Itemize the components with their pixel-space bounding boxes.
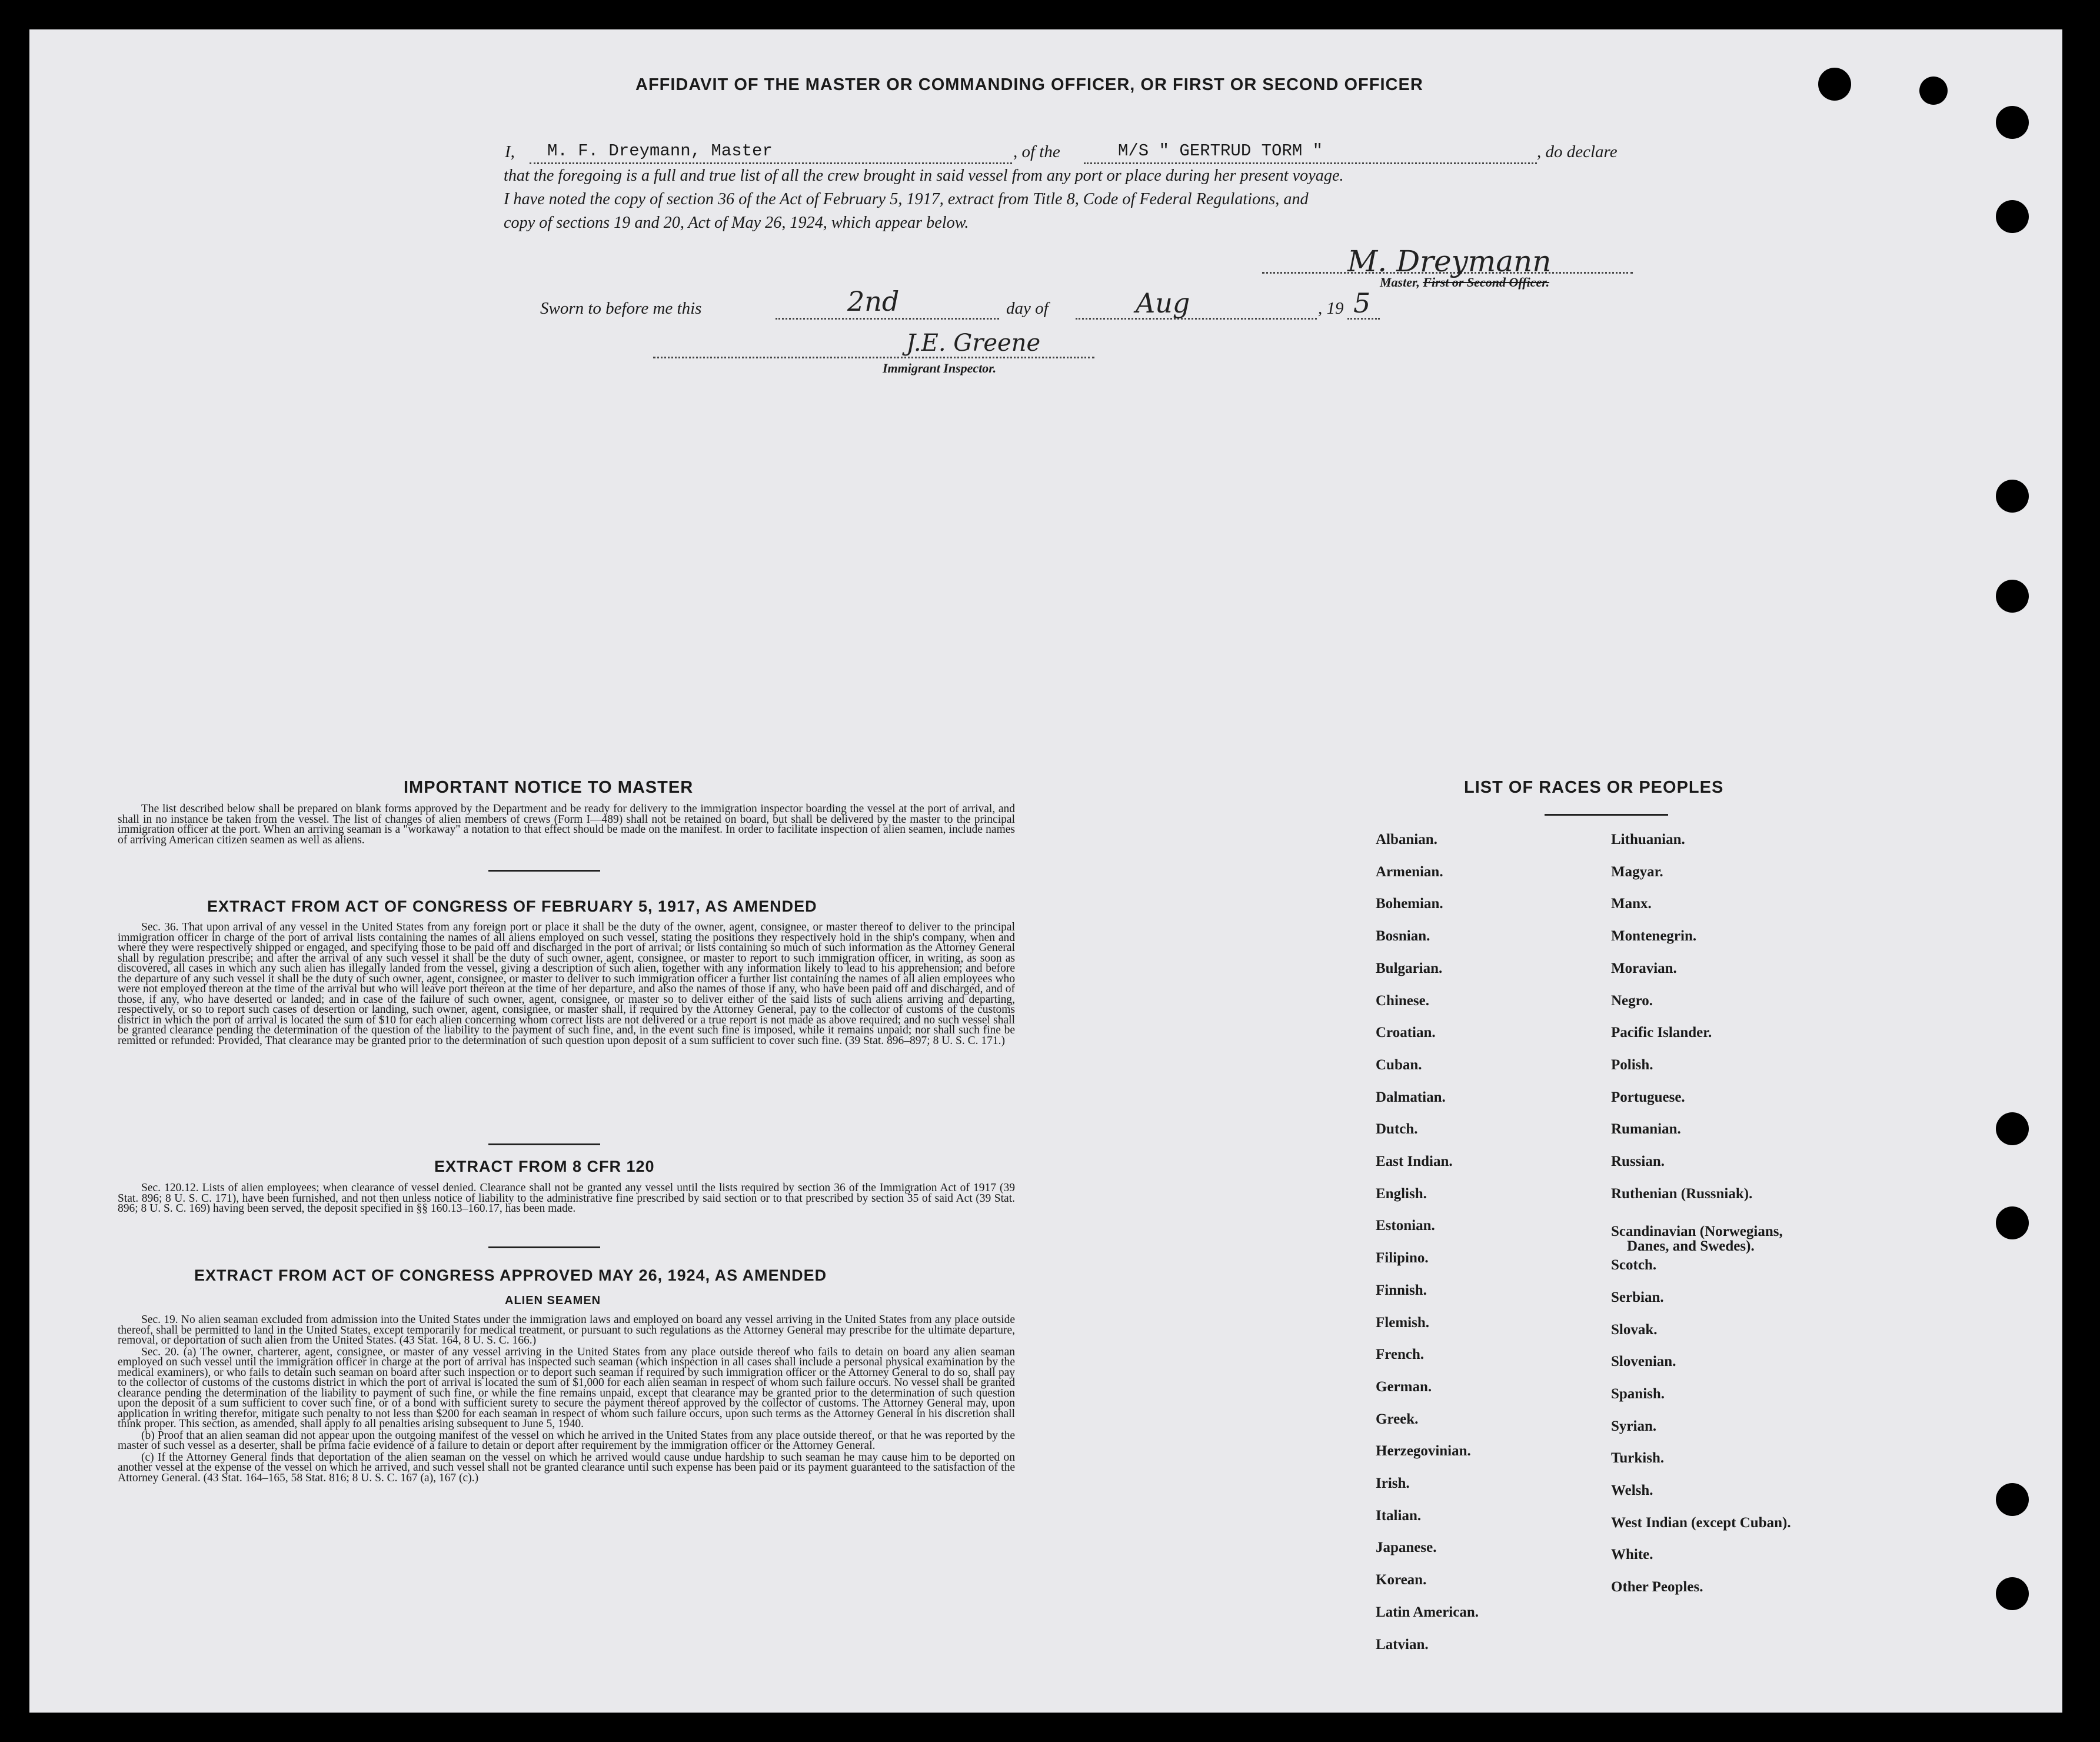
do-declare-label: , do declare: [1537, 142, 1618, 161]
race-item: Pacific Islander.: [1611, 1025, 1712, 1041]
notice-title: IMPORTANT NOTICE TO MASTER: [404, 778, 694, 797]
sec-19-paragraph: Sec. 19. No alien seaman excluded from admission into the United States under the immigration laws and employed on board any vessel arriving in the United States from any place outside thereof, shall be permitted to land in the United States, except temporarily for medical treatment, or pursuant to such regulations as the Attorney General may prescribe for the ultimate departure, removal, or deportation of such alien from the United States. (43 Stat. 164, 8 U. S. C. 166.): [118, 1314, 1015, 1347]
vessel-line: [1084, 162, 1537, 164]
race-item: French.: [1376, 1347, 1425, 1363]
extract-cfr-title: EXTRACT FROM 8 CFR 120: [434, 1158, 655, 1175]
race-item: Japanese.: [1376, 1540, 1437, 1556]
race-item: Cuban.: [1376, 1056, 1422, 1073]
affidavit-line-2: that the foregoing is a full and true list of all the crew brought in said vessel from any port or place during her present voyage.: [504, 167, 1344, 185]
extract-1917-title: EXTRACT FROM ACT OF CONGRESS OF FEBRUARY 5, 1917, AS AMENDED: [207, 897, 817, 915]
race-item: Moravian.: [1611, 960, 1677, 976]
race-item: Finnish.: [1376, 1282, 1427, 1298]
race-item: Korean.: [1376, 1572, 1427, 1588]
race-item: Danes, and Swedes).: [1627, 1238, 1755, 1255]
punch-hole: [1996, 1577, 2029, 1610]
race-item: Bohemian.: [1376, 896, 1443, 912]
race-item: Scandinavian (Norwegians,: [1611, 1224, 1783, 1240]
race-item: Scotch.: [1611, 1257, 1657, 1274]
divider: [488, 1246, 600, 1248]
race-item: Latin American.: [1376, 1604, 1479, 1620]
sec-20c-paragraph: (c) If the Attorney General finds that deportation of the alien seaman on the vessel on which he arrived would cause undue hardship to such seaman he may cause him to be deported on another vessel at the expense of the vessel on which he arrived, and such vessel shall not be granted clearance until such expense has been paid or its payment guaranteed to the satisfaction of the Attorney General. (43 Stat. 164–165, 58 Stat. 816; 8 U. S. C. 167 (a), 167 (c).): [118, 1451, 1015, 1484]
race-item: Magyar.: [1611, 863, 1663, 880]
race-item: Russian.: [1611, 1153, 1665, 1169]
of-the-label: , of the: [1013, 142, 1060, 161]
sworn-label: Sworn to before me this: [540, 299, 702, 318]
race-item: East Indian.: [1376, 1153, 1453, 1169]
race-item: Croatian.: [1376, 1025, 1436, 1041]
inspector-label: Immigrant Inspector.: [883, 361, 997, 375]
inspector-signature: J.E. Greene: [906, 330, 1041, 357]
affidavit-i-label: I,: [505, 142, 515, 161]
race-item: Lithuanian.: [1611, 832, 1685, 847]
alien-seamen-subtitle: ALIEN SEAMEN: [505, 1294, 601, 1307]
punch-hole: [1996, 1483, 2029, 1516]
race-item: Welsh.: [1611, 1482, 1653, 1498]
notice-paragraph: The list described below shall be prepared on blank forms approved by the Department and be ready for delivery to the immigration inspector boarding the vessel at the port of arrival, and shall in no instance be taken from the vessel. The list of changes of alien members of crews (Form I—489) shall not be retained on board, but shall be delivered by the master to the principal immigration officer at the port. When an arriving seaman is a "workaway" a notation to that effect should be made on the manifest. In order to facilitate inspection of alien seamen, include names of arriving American citizen seamen as well as aliens.: [118, 803, 1015, 846]
race-item: Portuguese.: [1611, 1089, 1685, 1105]
race-item: Slovak.: [1611, 1321, 1658, 1338]
race-item: Latvian.: [1376, 1636, 1429, 1653]
race-item: Flemish.: [1376, 1314, 1429, 1331]
year-prefix: , 19: [1318, 299, 1344, 318]
affidavit-line-4: copy of sections 19 and 20, Act of May 26, 1924, which appear below.: [504, 214, 969, 232]
extract-cfr-text: [118, 1183, 1015, 1215]
race-item: Irish.: [1376, 1475, 1410, 1491]
race-item: White.: [1611, 1547, 1653, 1563]
race-item: English.: [1376, 1185, 1427, 1202]
race-item: Montenegrin.: [1611, 928, 1697, 945]
master-name-field: M. F. Dreymann, Master: [547, 141, 773, 161]
race-item: Albanian.: [1376, 832, 1437, 847]
master-name-line: [530, 162, 1012, 164]
race-item: Greek.: [1376, 1411, 1419, 1427]
inspector-signature-line: [653, 357, 1094, 358]
race-item: Rumanian.: [1611, 1121, 1681, 1138]
punch-hole: [1996, 106, 2029, 139]
master-label-prefix: Master,: [1380, 275, 1420, 290]
punch-hole: [1996, 200, 2029, 233]
race-item: Italian.: [1376, 1507, 1422, 1524]
extract-1924-title: EXTRACT FROM ACT OF CONGRESS APPROVED MAY 26, 1924, AS AMENDED: [194, 1266, 827, 1284]
punch-hole: [1996, 1206, 2029, 1239]
race-item: Polish.: [1611, 1056, 1653, 1073]
race-item: Bulgarian.: [1376, 960, 1443, 976]
sec-20a-paragraph: Sec. 20. (a) The owner, charterer, agent, consignee, or master of any vessel arriving in the United States from any place outside thereof who fails to detain on board any alien seaman employed on such vessel until the immigration officer in charge at the port of arrival has inspected such seaman (which inspection in all cases shall include a personal physical examination by the medical examiners), or who fails to detain such seaman on board after such inspection or to deport such seaman if required by such immigration officer or the Attorney General to do so, shall pay to the collector of customs of the customs district in which the port of arrival is located the sum of $1,000 for each alien seaman in respect of whom such failure occurs. No vessel shall be granted clearance pending the determination of the liability to payment of such fine, or while the fine remains unpaid, except that clearance may be granted prior to the determination of such question upon the deposit of a sum sufficient to cover such fine, or of a bond with sufficient surety to secure the payment thereof approved by the collector of customs. The Attorney General may, upon application in writing therefor, mitigate such penalty to not less than $200 for each seaman in respect of whom such failure occurs, upon such terms as the Attorney General in his discretion shall think proper. This section, as amended, shall apply to all penalties arising subsequent to June 5, 1940.: [118, 1345, 1015, 1430]
race-item: Turkish.: [1611, 1450, 1665, 1467]
month-line: [1076, 318, 1317, 320]
race-item: Bosnian.: [1376, 928, 1430, 945]
race-item: Herzegovinian.: [1376, 1443, 1471, 1460]
day-line: [776, 318, 999, 320]
year-value: 5: [1353, 287, 1371, 319]
punch-hole: [1996, 1112, 2029, 1145]
race-item: West Indian (except Cuban).: [1611, 1514, 1791, 1531]
master-label: [1380, 275, 1549, 290]
extract-1924-text: [118, 1315, 1015, 1484]
race-item: Other Peoples.: [1611, 1579, 1703, 1595]
race-item: German.: [1376, 1378, 1432, 1395]
affidavit-line-3: I have noted the copy of section 36 of the Act of February 5, 1917, extract from Title 8, Code of Federal Regulations, and: [504, 190, 1309, 208]
divider: [488, 870, 600, 872]
divider: [1545, 814, 1668, 816]
races-title: LIST OF RACES OR PEOPLES: [1464, 778, 1724, 797]
race-item: Manx.: [1611, 896, 1652, 912]
affidavit-title: AFFIDAVIT OF THE MASTER OR COMMANDING OFFICER, OR FIRST OR SECOND OFFICER: [635, 75, 1423, 94]
race-item: Filipino.: [1376, 1250, 1429, 1266]
race-item: Negro.: [1611, 992, 1653, 1009]
punch-hole: [1996, 580, 2029, 613]
race-item: Dalmatian.: [1376, 1089, 1446, 1105]
punch-hole: [1818, 68, 1851, 101]
vessel-name-field: M/S " GERTRUD TORM ": [1118, 141, 1323, 161]
race-item: Spanish.: [1611, 1385, 1665, 1402]
race-item: Dutch.: [1376, 1121, 1418, 1138]
race-item: Syrian.: [1611, 1418, 1657, 1434]
master-label-struck: First or Second Officer.: [1423, 275, 1550, 290]
notice-text: [118, 804, 1015, 846]
race-item: Chinese.: [1376, 992, 1429, 1009]
day-of-label: day of: [1006, 299, 1049, 318]
punch-hole: [1996, 480, 2029, 513]
divider: [488, 1143, 600, 1145]
race-item: Armenian.: [1376, 863, 1443, 880]
race-item: Estonian.: [1376, 1218, 1435, 1234]
race-item: Ruthenian (Russniak).: [1611, 1185, 1753, 1202]
master-signature: M. Dreymann: [1347, 244, 1552, 278]
punch-hole: [1919, 77, 1948, 105]
extract-1917-text: [118, 922, 1015, 1047]
sec-36-paragraph: Sec. 36. That upon arrival of any vessel in the United States from any foreign port or place it shall be the duty of the owner, agent, consignee, or master thereof to deliver to the principal immigration officer in charge of the port of arrival lists containing the names of all aliens employed on such vessel, stating the positions they respectively hold in the ship's company, when and where they were respectively shipped or engaged, and specifying those to be paid off and discharged in the port of arrival; or lists containing so much of such information as the Attorney General shall by regulation prescribe; and after the arrival of any such vessel it shall be the duty of such owner, agent, consignee, or master to report to such immigration officer, in writing, as soon as discovered, all cases in which any such alien has illegally landed from the vessel, giving a description of such alien, together with any information likely to lead to his apprehension; and before the departure of any such vessel it shall be the duty of such owner, agent, consignee, or master to deliver to such immigration officer a further list containing the names of all alien employees who were not employed thereon at the time of the arrival but who will leave port thereon at the time of her departure, and also the names of those if any, who have been paid off and discharged, and of those, if any, who have deserted or landed; and in case of the failure of such owner, agent, consignee, or master so to deliver either of the said lists of such aliens arriving and departing, respectively, or so to report such cases of desertion or landing, such owner, agent, consignee, or master shall, if required by the Attorney General, pay to the collector of customs of the customs district in which the port of arrival is located the sum of $10 for each alien concerning whom correct lists are not delivered or a true report is not made as above required; and no such vessel shall be granted clearance pending the determination of the question of the liability to the payment of such fine, and, in the event such fine is imposed, while it remains unpaid; nor shall such fine be remitted or refunded: Provided, That clearance may be granted prior to the determination of such question upon deposit of a sum sufficient to cover such fine. (39 Stat. 896–897; 8 U. S. C. 171.): [118, 921, 1015, 1047]
sec-120-12-paragraph: Sec. 120.12. Lists of alien employees; when clearance of vessel denied. Clearance shall not be granted any vessel until the lists required by section 36 of the Immigration Act of 1917 (39 Stat. 896; 8 U. S. C. 171), have been furnished, and not then unless notice of liability to the administrative fine prescribed by said section or to that prescribed by section 35 of said Act (39 Stat. 896; 8 U. S. C. 169) having been served, the deposit specified in §§ 160.13–160.17, has been made.: [118, 1182, 1015, 1215]
race-item: Slovenian.: [1611, 1354, 1676, 1370]
sec-20b-paragraph: (b) Proof that an alien seaman did not appear upon the outgoing manifest of the vessel on which he arrived in the United States from any place outside thereof, or that he was reported by the master of such vessel as a deserter, shall be prima facie evidence of a failure to detain or deport after requirement by the immigration officer or the Attorney General.: [118, 1429, 1015, 1452]
day-value: 2nd: [847, 285, 900, 317]
month-value: Aug: [1136, 287, 1190, 319]
race-item: Serbian.: [1611, 1289, 1664, 1305]
